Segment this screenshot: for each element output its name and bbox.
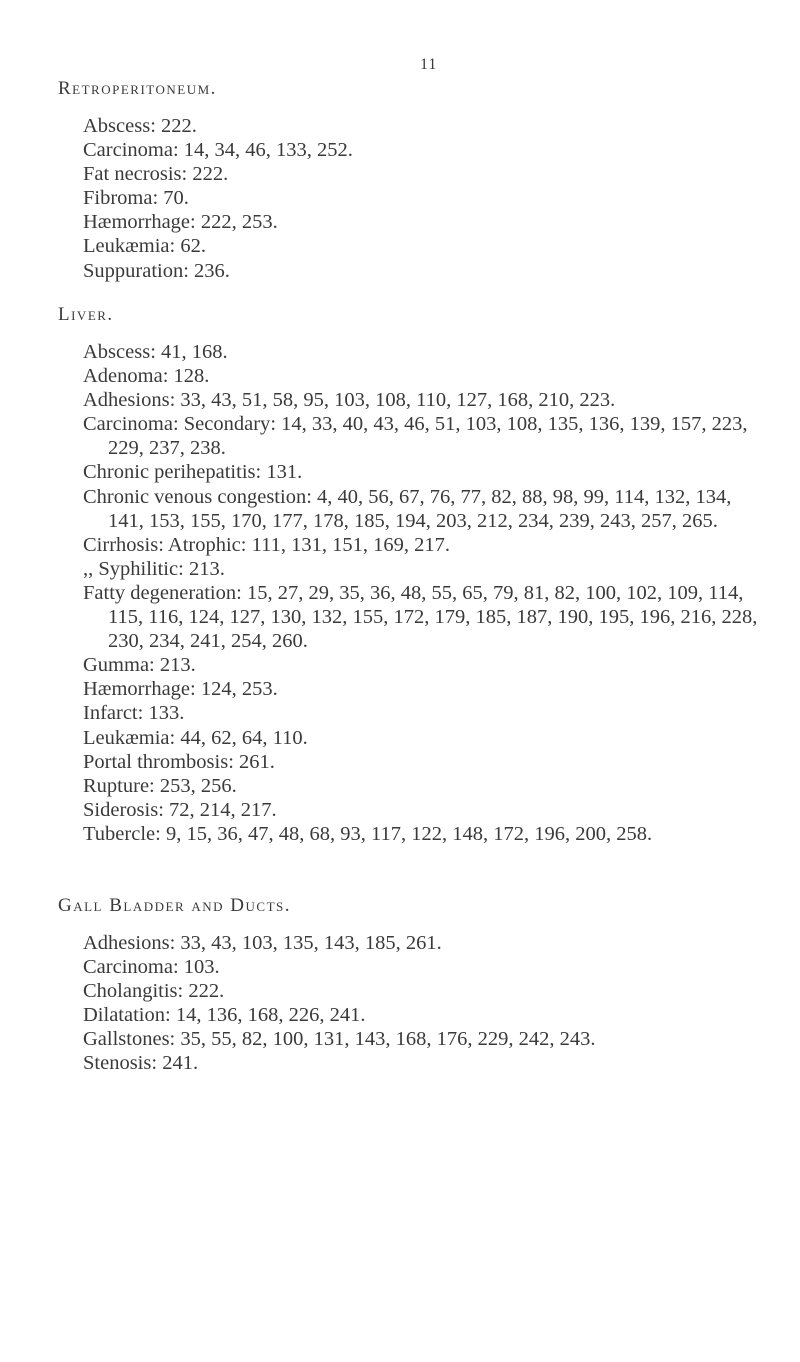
index-entry: Chronic perihepatitis: 131. — [83, 461, 303, 484]
index-entry: Leukæmia: 62. — [83, 235, 206, 258]
index-entry: Infarct: 133. — [83, 702, 185, 725]
entry-term: Leukæmia — [83, 726, 170, 749]
entry-pages: 236. — [194, 259, 230, 282]
entry-pages: 222. — [188, 980, 225, 1003]
entry-pages: 128. — [173, 365, 210, 388]
entry-pages: 44, 62, 64, 110. — [180, 726, 308, 749]
index-entry: Cirrhosis: Atrophic: 111, 131, 151, 169, 217. — [83, 533, 450, 556]
entry-term: Abscess — [83, 115, 151, 137]
entry-pages: 131. — [266, 461, 303, 484]
entry-subterm: Syphilitic — [98, 557, 179, 580]
entry-pages: 14, 33, 40, 43, 46, 51, 103, 108, 135, 136, 139, 157, 223, 229, 237, 238. — [108, 413, 748, 460]
entry-pages: 33, 43, 103, 135, 143, 185, 261. — [180, 932, 442, 954]
entry-pages: 124, 253. — [200, 678, 278, 701]
entry-term: Abscess — [83, 341, 151, 363]
entry-pages: 213. — [188, 557, 225, 580]
entry-term: Chronic venous congestion — [83, 485, 307, 508]
entry-pages: 14, 136, 168, 226, 241. — [175, 1004, 366, 1027]
index-entry: Hæmorrhage: 124, 253. — [83, 678, 278, 701]
entry-term: Cholangitis — [83, 980, 178, 1003]
entry-term: Carcinoma — [83, 956, 173, 979]
entry-pages: 33, 43, 51, 58, 95, 103, 108, 110, 127, 168, 210, 223. — [180, 389, 616, 412]
entry-term: ,, — [83, 557, 94, 580]
section-heading: Liver. — [58, 304, 114, 325]
entry-term: Leukæmia — [83, 235, 170, 258]
entry-pages: 261. — [239, 750, 275, 773]
index-entry: Chronic venous congestion: 4, 40, 56, 67, 76, 77, 82, 88, 98, 99, 114, 132, 134, 141, 153, 155, 170, 177, 178, 185, 194, 203, 212, 234, 239, 243, 257, 265. — [83, 485, 732, 532]
entry-term: Infarct — [83, 702, 138, 725]
entry-list — [83, 931, 758, 1076]
entry-pages: 103. — [183, 956, 220, 979]
index-entry: Adenoma: 128. — [83, 365, 210, 388]
entry-pages: 222. — [192, 163, 229, 186]
index-entry: Suppuration: 236. — [83, 259, 230, 282]
index-entry: Carcinoma: 103. — [83, 956, 220, 979]
entry-pages: 35, 55, 82, 100, 131, 143, 168, 176, 229, 242, 243. — [180, 1028, 596, 1051]
index-entry: Adhesions: 33, 43, 103, 135, 143, 185, 261. — [83, 932, 442, 954]
entry-pages: 72, 214, 217. — [169, 798, 277, 821]
entry-term: Stenosis — [83, 1052, 152, 1075]
index-entry: Portal thrombosis: 261. — [83, 750, 275, 773]
entry-pages: 15, 27, 29, 35, 36, 48, 55, 65, 79, 81, 82, 100, 102, 109, 114, 115, 116, 124, 127, 130, 132, 155, 172, 179, 185, 187, 190, 195, 196, 216, 228, 230, 234, 241, 254, 260. — [108, 581, 758, 653]
entry-pages: 253, 256. — [159, 774, 237, 797]
section-retroperitoneum — [58, 78, 758, 283]
entry-pages: 62. — [180, 235, 206, 258]
index-entry: Stenosis: 241. — [83, 1052, 199, 1075]
index-entry: Cholangitis: 222. — [83, 980, 225, 1003]
entry-pages: 241. — [162, 1052, 199, 1075]
entry-term: Fatty degeneration — [83, 581, 237, 604]
section-liver — [58, 304, 758, 846]
entry-term: Dilatation — [83, 1004, 165, 1027]
page-number: 11 — [420, 56, 438, 73]
entry-pages: 133. — [148, 702, 185, 725]
entry-pages: 14, 34, 46, 133, 252. — [183, 139, 353, 162]
entry-pages: 41, 168. — [161, 341, 228, 363]
entry-term: Carcinoma — [83, 413, 173, 436]
entry-list — [83, 340, 758, 846]
section-heading: Retroperitoneum. — [58, 78, 217, 99]
index-entry: Hæmorrhage: 222, 253. — [83, 211, 278, 234]
entry-term: Fibroma — [83, 187, 153, 210]
index-entry: Siderosis: 72, 214, 217. — [83, 798, 277, 821]
entry-term: Adhesions — [83, 389, 170, 412]
entry-pages: 213. — [159, 654, 196, 677]
section-gall-bladder-and-ducts — [58, 895, 758, 1076]
entry-term: Gumma — [83, 654, 150, 677]
entry-subterm: Atrophic — [167, 533, 241, 556]
index-entry: Abscess: 222. — [83, 115, 197, 137]
entry-term: Rupture — [83, 774, 150, 797]
index-entry: Adhesions: 33, 43, 51, 58, 95, 103, 108, 110, 127, 168, 210, 223. — [83, 389, 616, 412]
entry-term: Cirrhosis — [83, 533, 159, 556]
entry-pages: 111, 131, 151, 169, 217. — [251, 533, 450, 556]
section-heading: Gall Bladder and Ducts. — [58, 895, 291, 916]
entry-term: Fat necrosis — [83, 163, 182, 186]
index-entry: Dilatation: 14, 136, 168, 226, 241. — [83, 1004, 366, 1027]
entry-term: Suppuration — [83, 259, 184, 282]
entry-term: Adhesions — [83, 932, 170, 954]
entry-term: Hæmorrhage — [83, 211, 191, 234]
index-entry: Tubercle: 9, 15, 36, 47, 48, 68, 93, 117, 122, 148, 172, 196, 200, 258. — [83, 822, 653, 845]
index-entry: Leukæmia: 44, 62, 64, 110. — [83, 726, 308, 749]
entry-pages: 222. — [161, 115, 197, 137]
entry-list — [83, 114, 758, 283]
entry-term: Chronic perihepatitis — [83, 461, 256, 484]
index-entry: Rupture: 253, 256. — [83, 774, 237, 797]
index-entry: Fat necrosis: 222. — [83, 163, 229, 186]
entry-pages: 9, 15, 36, 47, 48, 68, 93, 117, 122, 148, 172, 196, 200, 258. — [165, 822, 653, 845]
index-entry: Carcinoma: 14, 34, 46, 133, 252. — [83, 139, 353, 162]
index-entry: Gumma: 213. — [83, 654, 196, 677]
entry-pages: 70. — [163, 187, 189, 210]
entry-term: Portal thrombosis — [83, 750, 229, 773]
index-entry: ,, Syphilitic: 213. — [83, 557, 225, 580]
index-entry: Fatty degeneration: 15, 27, 29, 35, 36, 48, 55, 65, 79, 81, 82, 100, 102, 109, 114, 115, 116, 124, 127, 130, 132, 155, 172, 179, 185, 187, 190, 195, 196, 216, 228, 230, 234, 241, 254, 260. — [83, 581, 758, 653]
entry-term: Siderosis — [83, 798, 159, 821]
entry-term: Carcinoma — [83, 139, 173, 162]
entry-pages: 222, 253. — [200, 211, 278, 234]
index-entry: Gallstones: 35, 55, 82, 100, 131, 143, 168, 176, 229, 242, 243. — [83, 1028, 596, 1051]
entry-term: Gallstones — [83, 1028, 170, 1051]
index-entry: Carcinoma: Secondary: 14, 33, 40, 43, 46, 51, 103, 108, 135, 136, 139, 157, 223, 229, 237, 238. — [83, 413, 748, 460]
entry-term: Tubercle — [83, 822, 156, 845]
entry-pages: 4, 40, 56, 67, 76, 77, 82, 88, 98, 99, 114, 132, 134, 141, 153, 155, 170, 177, 178, 185, 194, 203, 212, 234, 239, 243, 257, 265. — [108, 485, 732, 532]
index-entry: Abscess: 41, 168. — [83, 341, 228, 363]
index-entry: Fibroma: 70. — [83, 187, 189, 210]
entry-subterm: Secondary — [183, 413, 271, 436]
entry-term: Adenoma — [83, 365, 163, 388]
entry-term: Hæmorrhage — [83, 678, 191, 701]
